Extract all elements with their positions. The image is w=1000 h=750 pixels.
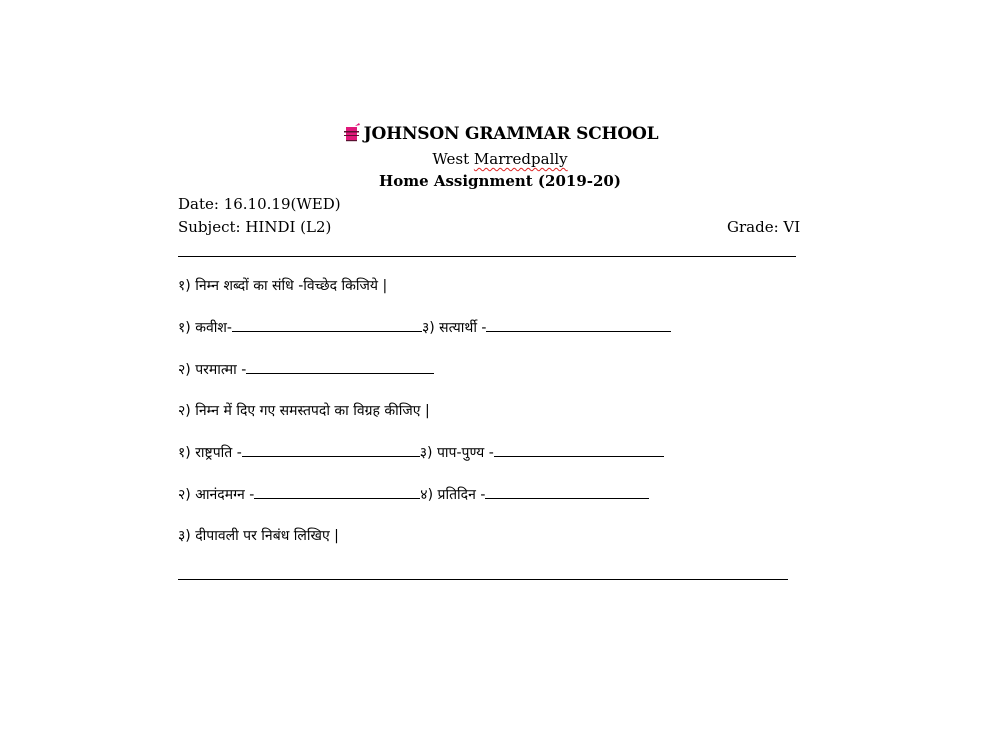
school-address: [0, 150, 1000, 168]
address-prefix: West: [432, 150, 474, 168]
q2-item-a-answer-blank[interactable]: [242, 444, 420, 457]
assignment-title: Home Assignment (2019-20): [379, 172, 621, 190]
address-place: Marredpally: [473, 150, 568, 168]
q2-item-d-label: ४) प्रतिदिन -: [420, 487, 486, 503]
q2-item-c-label: ३) पाप-पुण्य -: [419, 445, 494, 461]
q2-item-d-answer-blank[interactable]: [485, 486, 649, 499]
q1-item-b-answer-blank[interactable]: [246, 361, 434, 374]
q2-item-c-answer-blank[interactable]: [494, 444, 664, 457]
top-divider: [178, 256, 796, 257]
school-name: JOHNSON GRAMMAR SCHOOL: [363, 124, 659, 144]
q1-item-c-answer-blank[interactable]: [486, 319, 671, 332]
q2-item-b-answer-blank[interactable]: [254, 486, 420, 499]
question-1-row-1: [178, 318, 671, 337]
q2-item-a-label: १) राष्ट्रपति -: [178, 445, 242, 461]
grade-line: Grade: VI: [727, 218, 801, 236]
school-logo-icon: [342, 122, 362, 142]
q1-item-a-label: १) कवीश-: [178, 320, 232, 336]
question-1-heading: १) निम्न शब्दों का संधि -विच्छेद किजिये |: [178, 278, 388, 294]
question-1-row-2: [178, 360, 434, 379]
subject-line: Subject: HINDI (L2): [178, 218, 332, 236]
q1-item-a-answer-blank[interactable]: [232, 319, 422, 332]
question-2-row-1: [178, 443, 664, 462]
essay-answer-line[interactable]: [178, 579, 788, 580]
question-3-heading: ३) दीपावली पर निबंध लिखिए |: [178, 528, 339, 544]
q2-item-b-label: २) आनंदमग्न -: [178, 487, 255, 503]
q1-item-b-label: २) परमात्मा -: [178, 362, 247, 378]
question-2-heading: २) निम्न में दिए गए समस्तपदो का विग्रह कीजिए |: [178, 403, 430, 419]
q1-item-c-label: ३) सत्यार्थी -: [421, 320, 487, 336]
date-line: Date: 16.10.19(WED): [178, 195, 341, 213]
school-header: [0, 122, 1000, 144]
question-2-row-2: [178, 485, 649, 504]
